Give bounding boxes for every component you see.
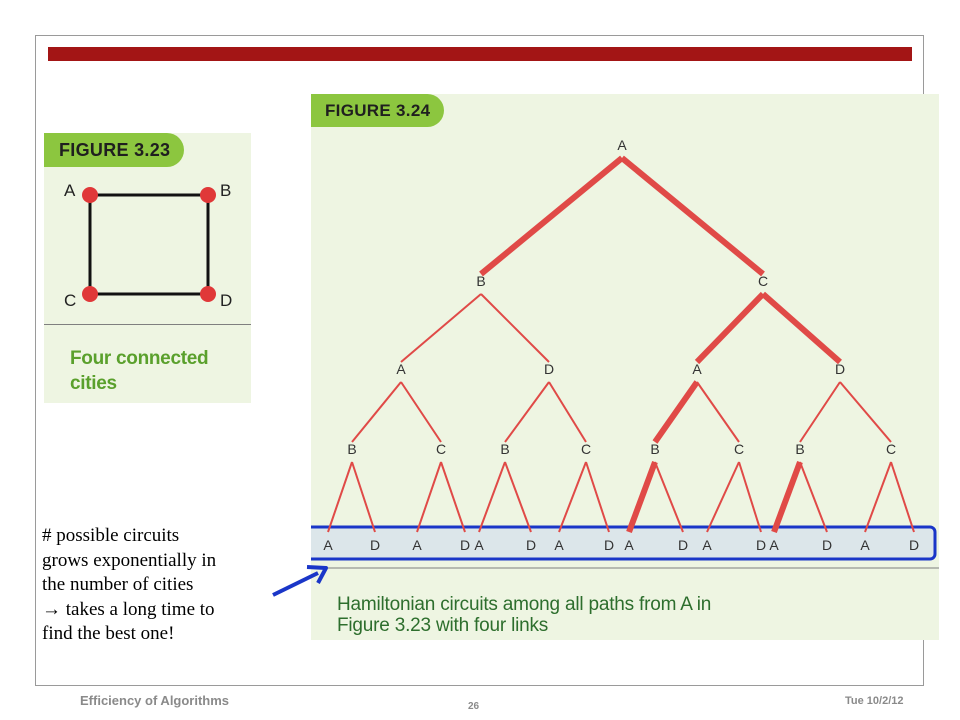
- tree-leaf-node: D: [821, 537, 833, 553]
- city-node-d: [200, 286, 216, 302]
- city-node-a: [82, 187, 98, 203]
- tree-leaf-node: A: [474, 537, 484, 553]
- tree-node-level-3: C: [435, 441, 447, 457]
- footer-date: Tue 10/2/12: [845, 695, 904, 707]
- tree-node-level-2: A: [396, 361, 406, 377]
- tree-edge: [549, 382, 586, 442]
- tree-node-level-3: B: [347, 441, 357, 457]
- note-line: → takes a long time to: [42, 598, 215, 620]
- figure-3-23-panel: [44, 133, 251, 403]
- tree-leaf-node: A: [860, 537, 870, 553]
- figure-3-23-label-tab: [44, 133, 184, 167]
- tree-node-level-2: D: [834, 361, 846, 377]
- tree-leaf-node: D: [525, 537, 537, 553]
- tree-edge: [559, 462, 586, 532]
- tree-edge: [401, 382, 441, 442]
- tree-edge: [417, 462, 441, 532]
- tree-edge: [328, 462, 352, 532]
- city-node-b: [200, 187, 216, 203]
- tree-edge: [629, 462, 655, 532]
- tree-edge: [352, 382, 401, 442]
- tree-edge: [891, 462, 914, 532]
- tree-leaf-node: A: [702, 537, 712, 553]
- tree-edge: [481, 294, 549, 362]
- tree-node-level-3: B: [795, 441, 805, 457]
- figure-3-23-divider: [44, 324, 251, 325]
- figure-3-23-label: FIGURE 3.23: [59, 140, 171, 160]
- tree-leaf-node: D: [459, 537, 471, 553]
- tree-edge: [655, 462, 683, 532]
- tree-node-level-2: A: [692, 361, 702, 377]
- highlighted-leaves-box: [311, 527, 935, 559]
- path-tree-diagram: [311, 94, 939, 640]
- city-node-c: [82, 286, 98, 302]
- tree-leaf-node: A: [624, 537, 634, 553]
- exponential-growth-note: [42, 524, 272, 647]
- tree-leaf-node: A: [769, 537, 779, 553]
- tree-edge: [505, 382, 549, 442]
- tree-edge: [655, 382, 697, 442]
- tree-edge: [586, 462, 609, 532]
- tree-node-level-1: B: [476, 273, 486, 289]
- tree-edge: [352, 462, 375, 532]
- tree-leaf-node: D: [369, 537, 381, 553]
- tree-node-level-2: D: [543, 361, 555, 377]
- note-line: the number of cities: [42, 574, 194, 596]
- tree-edge: [774, 462, 800, 532]
- tree-edge: [481, 158, 622, 274]
- tree-node-level-3: B: [650, 441, 660, 457]
- figure-3-23-caption: Four connected cities: [70, 348, 209, 394]
- tree-edge: [800, 462, 827, 532]
- tree-edge: [800, 382, 840, 442]
- figure-3-24-label: FIGURE 3.24: [325, 101, 431, 120]
- note-line: # possible circuits: [42, 525, 180, 546]
- tree-edge: [697, 294, 763, 362]
- tree-node-level-3: B: [500, 441, 510, 457]
- figure-3-24-panel: [311, 94, 939, 640]
- tree-leaf-node: A: [554, 537, 564, 553]
- tree-leaf-node: D: [603, 537, 615, 553]
- tree-edge: [739, 462, 761, 532]
- figure-3-24-caption: [337, 594, 897, 636]
- tree-node-level-3: C: [580, 441, 592, 457]
- tree-leaf-node: A: [323, 537, 333, 553]
- tree-edge: [707, 462, 739, 532]
- tree-node-level-1: C: [757, 273, 769, 289]
- tree-node-root: A: [617, 137, 627, 153]
- note-line: find the best one!: [42, 623, 175, 645]
- city-label-b: B: [220, 181, 232, 200]
- four-cities-graph: [44, 173, 251, 318]
- tree-edge: [840, 382, 891, 442]
- figure-3-24-caption-line-2: Figure 3.23 with four links: [337, 615, 549, 636]
- tree-edge: [401, 294, 481, 362]
- footer-title: Efficiency of Algorithms: [80, 693, 230, 708]
- title-accent-bar: [48, 47, 912, 61]
- tree-edge: [479, 462, 505, 532]
- tree-leaf-node: D: [908, 537, 920, 553]
- tree-edge: [865, 462, 891, 532]
- tree-edge: [622, 158, 763, 274]
- tree-edge: [505, 462, 531, 532]
- tree-edge: [697, 382, 739, 442]
- tree-leaf-node: A: [412, 537, 422, 553]
- tree-node-level-3: C: [885, 441, 897, 457]
- tree-node-level-3: C: [733, 441, 745, 457]
- tree-leaf-node: D: [677, 537, 689, 553]
- city-label-d: D: [220, 291, 233, 310]
- note-line: grows exponentially in: [42, 549, 217, 571]
- tree-leaf-node: D: [755, 537, 767, 553]
- figure-3-24-caption-line-1: Hamiltonian circuits among all paths from A in: [337, 594, 712, 615]
- page-number: 26: [468, 701, 480, 712]
- tree-edge: [441, 462, 465, 532]
- city-label-a: A: [64, 181, 76, 200]
- tree-edge: [763, 294, 840, 362]
- city-label-c: C: [64, 291, 77, 310]
